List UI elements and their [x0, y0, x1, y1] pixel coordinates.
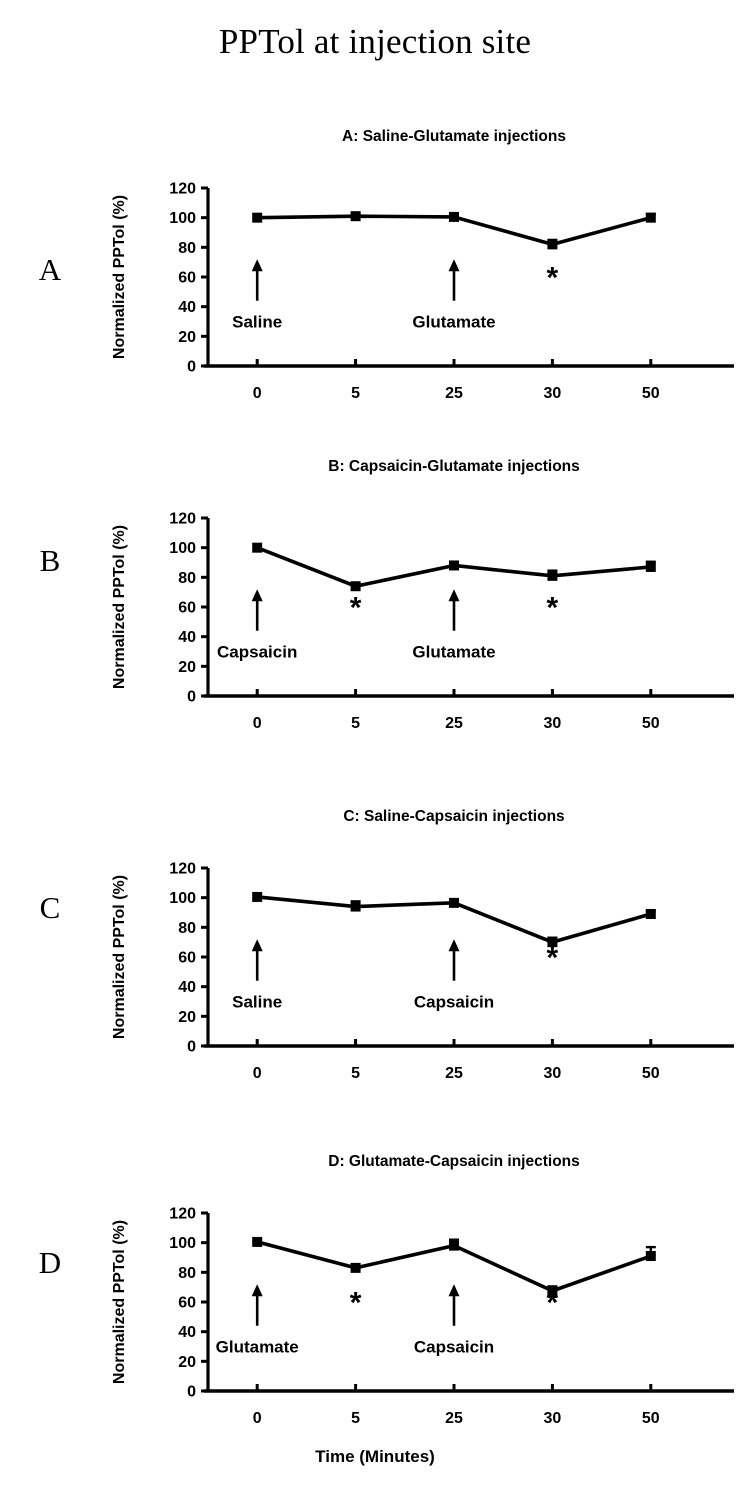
y-axis-label: Normalized PPTol (%): [111, 874, 128, 1040]
x-tick-label: 30: [543, 385, 562, 402]
chart-svg-b: [100, 445, 740, 745]
data-point-marker: [646, 562, 656, 572]
panel-letter-a: A: [38, 252, 62, 287]
injection-label: Glutamate: [412, 642, 496, 662]
x-tick-label: 5: [351, 1410, 361, 1427]
injection-arrow-head: [252, 939, 263, 951]
x-tick-label: 5: [351, 385, 361, 402]
y-tick-label: 20: [178, 1353, 196, 1371]
y-tick-label: 40: [178, 1324, 196, 1342]
data-point-marker: [449, 212, 459, 222]
y-tick-label: 0: [187, 688, 196, 706]
injection-label: Capsaicin: [217, 642, 298, 662]
x-tick-label: 30: [543, 715, 562, 732]
injection-label: Saline: [232, 992, 283, 1012]
panel-title: D: Glutamate-Capsaicin injections: [328, 1153, 580, 1170]
data-point-marker: [252, 1237, 262, 1247]
injection-label: Capsaicin: [413, 992, 495, 1012]
y-tick-label: 120: [169, 1205, 196, 1223]
significance-star: *: [349, 591, 362, 625]
data-point-marker: [646, 213, 656, 223]
injection-arrow-head: [449, 939, 460, 951]
y-axis-label: Normalized PPTol (%): [111, 524, 128, 690]
x-tick-label: 0: [252, 1065, 262, 1082]
data-point-marker: [449, 560, 459, 570]
data-point-marker: [547, 239, 557, 249]
panel-title: B: Capsaicin-Glutamate injections: [328, 458, 580, 475]
y-tick-label: 80: [178, 919, 196, 937]
injection-arrow-head: [449, 259, 460, 271]
data-point-marker: [646, 909, 656, 919]
data-point-marker: [351, 211, 361, 221]
x-tick-label: 25: [445, 1065, 463, 1082]
x-tick-label: 5: [351, 1065, 361, 1082]
y-tick-label: 40: [178, 299, 196, 317]
x-tick-label: 25: [445, 1410, 463, 1427]
y-tick-label: 60: [178, 1294, 196, 1312]
y-tick-label: 100: [169, 890, 196, 908]
x-tick-label: 30: [543, 1410, 562, 1427]
injection-arrow-head: [252, 259, 263, 271]
y-tick-label: 120: [169, 510, 196, 528]
x-tick-label: 50: [641, 715, 660, 732]
x-tick-label: 5: [351, 715, 361, 732]
y-tick-label: 100: [169, 1235, 196, 1253]
chart-svg-c: [100, 795, 740, 1095]
y-tick-label: 120: [169, 860, 196, 878]
y-axis-label: Normalized PPTol (%): [111, 194, 128, 360]
x-tick-label: 25: [445, 385, 463, 402]
injection-label: Glutamate: [215, 1337, 299, 1357]
panel-title: C: Saline-Capsaicin injections: [343, 808, 565, 825]
data-point-marker: [449, 898, 459, 908]
y-tick-label: 20: [178, 658, 196, 676]
panel-title: A: Saline-Glutamate injections: [342, 128, 566, 145]
data-point-marker: [252, 892, 262, 902]
chart-svg-d: [100, 1140, 740, 1440]
x-tick-label: 50: [641, 1065, 660, 1082]
significance-star: *: [349, 1286, 362, 1320]
y-tick-label: 80: [178, 1264, 196, 1282]
x-tick-label: 30: [543, 1065, 562, 1082]
data-point-marker: [351, 581, 361, 591]
injection-label: Glutamate: [412, 312, 496, 332]
x-axis-title: Time (Minutes): [315, 1447, 435, 1466]
y-tick-label: 100: [169, 210, 196, 228]
injection-arrow-head: [252, 1284, 263, 1296]
y-tick-label: 0: [187, 1383, 196, 1401]
y-tick-label: 20: [178, 328, 196, 346]
y-tick-label: 60: [178, 949, 196, 967]
data-point-marker: [547, 571, 557, 581]
y-tick-label: 80: [178, 239, 196, 257]
chart-svg-a: [100, 115, 740, 415]
data-point-marker: [351, 1263, 361, 1273]
y-tick-label: 40: [178, 979, 196, 997]
y-tick-label: 60: [178, 599, 196, 617]
y-tick-label: 60: [178, 269, 196, 287]
y-tick-label: 0: [187, 358, 196, 376]
y-tick-label: 80: [178, 569, 196, 587]
significance-star: *: [546, 941, 559, 975]
panel-letter-d: D: [38, 1245, 62, 1280]
figure-title: PPTol at injection site: [218, 22, 532, 61]
x-tick-label: 50: [641, 1410, 660, 1427]
x-tick-label: 50: [641, 385, 660, 402]
significance-star: *: [546, 1286, 559, 1320]
y-tick-label: 120: [169, 180, 196, 198]
y-axis-label: Normalized PPTol (%): [111, 1219, 128, 1385]
data-point-marker: [449, 1241, 459, 1251]
panel-letter-c: C: [39, 890, 61, 925]
x-tick-label: 0: [252, 1410, 262, 1427]
y-tick-label: 40: [178, 629, 196, 647]
x-tick-label: 0: [252, 715, 262, 732]
injection-arrow-head: [449, 1284, 460, 1296]
data-point-marker: [646, 1251, 656, 1261]
x-tick-label: 25: [445, 715, 463, 732]
y-tick-label: 100: [169, 540, 196, 558]
injection-label: Capsaicin: [413, 1337, 495, 1357]
significance-star: *: [546, 591, 559, 625]
x-tick-label: 0: [252, 385, 262, 402]
data-point-marker: [252, 543, 262, 553]
panel-letter-b: B: [39, 543, 61, 578]
data-point-marker: [351, 902, 361, 912]
significance-star: *: [546, 261, 559, 295]
y-tick-label: 0: [187, 1038, 196, 1056]
y-tick-label: 20: [178, 1008, 196, 1026]
injection-label: Saline: [232, 312, 283, 332]
data-point-marker: [252, 213, 262, 223]
injection-arrow-head: [449, 589, 460, 601]
injection-arrow-head: [252, 589, 263, 601]
